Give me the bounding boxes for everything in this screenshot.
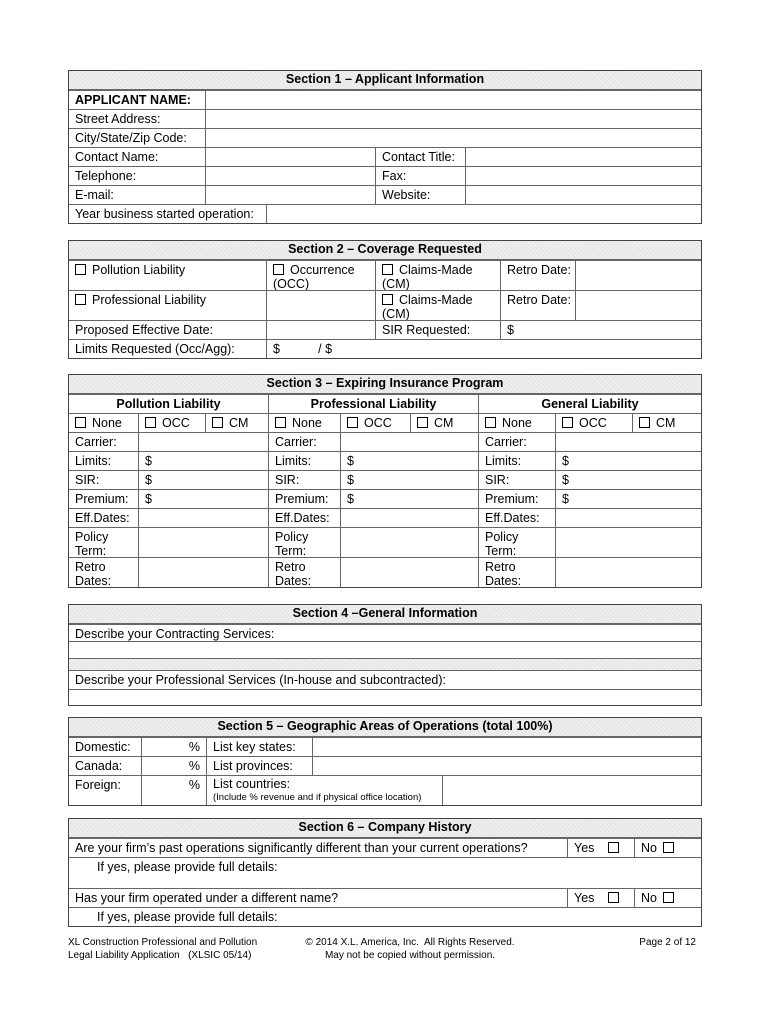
pollution-liability-label: Pollution Liability	[92, 263, 186, 277]
claims-made-option-2[interactable]	[375, 291, 500, 320]
pro-premium-field[interactable]: $	[340, 490, 478, 508]
pro-eff-dates-label: Eff.Dates:	[268, 509, 340, 527]
pol-cm-option[interactable]	[205, 414, 268, 432]
sir-requested-label: SIR Requested:	[375, 321, 500, 339]
pol-cm-label: CM	[229, 416, 249, 430]
pro-occ-label: OCC	[364, 416, 392, 430]
q1-details[interactable]: If yes, please provide full details:	[97, 860, 278, 874]
retro-date-label-1: Retro Date:	[500, 261, 575, 290]
section-5-title: Section 5 – Geographic Areas of Operations (total 100%)	[69, 718, 701, 737]
countries-field[interactable]	[442, 776, 701, 805]
section-3-title: Section 3 – Expiring Insurance Program	[69, 375, 701, 394]
pro-cm-label: CM	[434, 416, 454, 430]
pol-limits-field[interactable]: $	[138, 452, 268, 470]
section-5-table	[68, 717, 702, 806]
retro-date-label-2: Retro Date:	[500, 291, 575, 320]
sir-requested-field[interactable]: $	[500, 321, 701, 339]
gen-retro-dates-label: Retro Dates:	[478, 558, 555, 587]
canada-percent-field[interactable]: %	[141, 757, 206, 775]
section-divider	[69, 659, 701, 670]
key-states-label: List key states:	[206, 738, 312, 756]
q1-no-label: No	[641, 841, 657, 855]
section-3-table	[68, 374, 702, 588]
gen-carrier-field[interactable]	[555, 433, 701, 451]
provinces-field[interactable]	[312, 757, 701, 775]
pro-eff-dates-field[interactable]	[340, 509, 478, 527]
claims-made-checkbox-2[interactable]	[382, 294, 393, 305]
email-label: E-mail:	[75, 188, 114, 202]
gen-cm-option[interactable]	[632, 414, 701, 432]
city-state-zip-field[interactable]	[205, 129, 701, 147]
retro-date-field-2[interactable]	[575, 291, 701, 320]
gen-limits-field[interactable]: $	[555, 452, 701, 470]
pol-policy-term-label: Policy Term:	[75, 530, 109, 557]
q2-label: Has your firm operated under a different name?	[75, 891, 339, 905]
pollution-liability-checkbox[interactable]	[75, 264, 86, 275]
claims-made-label-1: Claims-Made (CM)	[382, 263, 473, 290]
pro-retro-dates-label: Retro Dates:	[268, 558, 340, 587]
foreign-label: Foreign:	[75, 778, 121, 792]
occurrence-label: Occurrence (OCC)	[273, 263, 355, 290]
pro-sir-field[interactable]: $	[340, 471, 478, 489]
section-6-title: Section 6 – Company History	[69, 819, 701, 838]
countries-note: (Include % revenue and if physical office location)	[213, 792, 422, 803]
q2-yes-option[interactable]	[567, 889, 634, 907]
gen-occ-option[interactable]	[555, 414, 632, 432]
pol-none-label: None	[92, 416, 122, 430]
claims-made-checkbox-1[interactable]	[382, 264, 393, 275]
pro-cm-option[interactable]	[410, 414, 478, 432]
q1-yes-label: Yes	[574, 841, 595, 855]
section-4-title: Section 4 –General Information	[69, 605, 701, 624]
group-header-professional: Professional Liability	[268, 395, 478, 413]
q1-no-checkbox[interactable]	[663, 842, 674, 853]
occurrence-option[interactable]	[266, 261, 375, 290]
fax-field[interactable]	[465, 167, 701, 185]
contact-name-field[interactable]	[205, 148, 375, 166]
section-2-title: Section 2 – Coverage Requested	[69, 241, 701, 260]
pol-sir-field[interactable]: $	[138, 471, 268, 489]
year-started-field[interactable]	[266, 205, 701, 223]
pol-occ-label: OCC	[162, 416, 190, 430]
pol-retro-dates-label: Retro Dates:	[75, 560, 112, 587]
street-address-field[interactable]	[205, 110, 701, 128]
section-1-title: Section 1 – Applicant Information	[69, 71, 701, 90]
pol-premium-label: Premium:	[75, 492, 129, 506]
pol-occ-checkbox[interactable]	[145, 417, 156, 428]
pro-occ-checkbox[interactable]	[347, 417, 358, 428]
pol-carrier-field[interactable]	[138, 433, 268, 451]
pro-limits-field[interactable]: $	[340, 452, 478, 470]
pro-sir-label: SIR:	[268, 471, 340, 489]
q1-no-option[interactable]	[634, 839, 701, 857]
pro-premium-label: Premium:	[268, 490, 340, 508]
pol-none-option[interactable]	[69, 414, 138, 432]
professional-liability-label: Professional Liability	[92, 293, 206, 307]
gen-retro-dates-field[interactable]	[555, 558, 701, 587]
pol-limits-label: Limits:	[75, 454, 112, 468]
professional-services-field[interactable]	[69, 690, 701, 705]
section-2-table	[68, 240, 702, 359]
pol-retro-dates-field[interactable]	[138, 558, 268, 587]
pro-occ-option[interactable]	[340, 414, 410, 432]
q2-no-checkbox[interactable]	[663, 892, 674, 903]
claims-made-option-1[interactable]	[375, 261, 500, 290]
telephone-field[interactable]	[205, 167, 375, 185]
occurrence-checkbox[interactable]	[273, 264, 284, 275]
applicant-name-field[interactable]	[205, 91, 701, 109]
contracting-services-field[interactable]	[69, 642, 701, 658]
year-started-label: Year business started operation:	[75, 207, 254, 221]
pol-carrier-label: Carrier:	[75, 435, 117, 449]
footer-page-number: Page 2 of 12	[639, 937, 696, 948]
professional-liability-option[interactable]	[69, 291, 266, 320]
q2-yes-checkbox[interactable]	[608, 892, 619, 903]
q1-yes-checkbox[interactable]	[608, 842, 619, 853]
section-6-table	[68, 818, 702, 927]
canada-label: Canada:	[75, 759, 123, 773]
gen-eff-dates-field[interactable]	[555, 509, 701, 527]
pro-none-option[interactable]	[268, 414, 340, 432]
pro-policy-term-label: Policy Term:	[268, 528, 340, 557]
gen-sir-label: SIR:	[478, 471, 555, 489]
pol-eff-dates-field[interactable]	[138, 509, 268, 527]
q2-no-option[interactable]	[634, 889, 701, 907]
pro-retro-dates-field[interactable]	[340, 558, 478, 587]
city-state-zip-label: City/State/Zip Code:	[75, 131, 187, 145]
effective-date-field[interactable]	[266, 321, 375, 339]
pol-policy-term-field[interactable]	[138, 528, 268, 557]
fax-label: Fax:	[375, 167, 465, 185]
gen-none-checkbox[interactable]	[485, 417, 496, 428]
countries-cell	[206, 776, 442, 805]
q2-yes-label: Yes	[574, 891, 595, 905]
retro-date-field-1[interactable]	[575, 261, 701, 290]
contact-name-label: Contact Name:	[75, 150, 159, 164]
pro-limits-label: Limits:	[268, 452, 340, 470]
gen-occ-label: OCC	[579, 416, 607, 430]
group-header-general: General Liability	[478, 395, 701, 413]
pol-premium-field[interactable]: $	[138, 490, 268, 508]
gen-cm-label: CM	[656, 416, 676, 430]
q2-details[interactable]: If yes, please provide full details:	[97, 910, 278, 924]
pol-occ-option[interactable]	[138, 414, 205, 432]
contact-title-field[interactable]	[465, 148, 701, 166]
footer-form-code: Legal Liability Application (XLSIC 05/14)	[68, 950, 252, 961]
street-address-label: Street Address:	[75, 112, 161, 126]
gen-cm-checkbox[interactable]	[639, 417, 650, 428]
q2-no-label: No	[641, 891, 657, 905]
contracting-services-label: Describe your Contracting Services:	[75, 627, 275, 641]
domestic-label: Domestic:	[75, 740, 131, 754]
gen-policy-term-label: Policy Term:	[478, 528, 555, 557]
limits-requested-label: Limits Requested (Occ/Agg):	[75, 342, 235, 356]
footer-left	[68, 936, 257, 962]
footer-notice: May not be copied without permission.	[324, 950, 496, 961]
footer-center	[290, 936, 530, 962]
provinces-label: List provinces:	[206, 757, 312, 775]
gen-occ-checkbox[interactable]	[562, 417, 573, 428]
gen-sir-field[interactable]: $	[555, 471, 701, 489]
gen-policy-term-field[interactable]	[555, 528, 701, 557]
effective-date-label: Proposed Effective Date:	[75, 323, 214, 337]
limits-requested-field[interactable]: $ / $	[266, 340, 701, 358]
applicant-name-label: APPLICANT NAME:	[75, 93, 191, 107]
pol-eff-dates-label: Eff.Dates:	[75, 511, 130, 525]
gen-premium-label: Premium:	[478, 490, 555, 508]
countries-label: List countries:	[213, 777, 291, 791]
gen-none-option[interactable]	[478, 414, 555, 432]
pro-none-checkbox[interactable]	[275, 417, 286, 428]
pol-sir-label: SIR:	[75, 473, 100, 487]
contact-title-label: Contact Title:	[375, 148, 465, 166]
gen-eff-dates-label: Eff.Dates:	[478, 509, 555, 527]
pro-carrier-field[interactable]	[340, 433, 478, 451]
footer-copyright: © 2014 X.L. America, Inc. All Rights Reserved.	[305, 937, 515, 948]
footer-form-name: XL Construction Professional and Pollution	[68, 937, 258, 948]
foreign-percent-field[interactable]: %	[141, 776, 206, 805]
professional-services-label: Describe your Professional Services (In-house and subcontracted):	[75, 673, 447, 687]
q1-label: Are your firm’s past operations significantly different than your current operations?	[75, 841, 528, 855]
domestic-percent-field[interactable]: %	[141, 738, 206, 756]
gen-carrier-label: Carrier:	[478, 433, 555, 451]
telephone-label: Telephone:	[75, 169, 137, 183]
email-field[interactable]	[205, 186, 375, 204]
claims-made-label-2: Claims-Made (CM)	[382, 293, 473, 320]
gen-limits-label: Limits:	[478, 452, 555, 470]
professional-liability-checkbox[interactable]	[75, 294, 86, 305]
pol-none-checkbox[interactable]	[75, 417, 86, 428]
pro-carrier-label: Carrier:	[268, 433, 340, 451]
pol-cm-checkbox[interactable]	[212, 417, 223, 428]
pollution-liability-option[interactable]	[69, 261, 266, 290]
q1-yes-option[interactable]	[567, 839, 634, 857]
blank-cell	[266, 291, 375, 320]
website-label: Website:	[375, 186, 465, 204]
key-states-field[interactable]	[312, 738, 701, 756]
group-header-pollution: Pollution Liability	[116, 397, 221, 411]
gen-premium-field[interactable]: $	[555, 490, 701, 508]
section-1-table	[68, 70, 702, 224]
pro-policy-term-field[interactable]	[340, 528, 478, 557]
gen-none-label: None	[502, 416, 532, 430]
pro-none-label: None	[292, 416, 322, 430]
pro-cm-checkbox[interactable]	[417, 417, 428, 428]
section-4-table	[68, 604, 702, 706]
website-field[interactable]	[465, 186, 701, 204]
